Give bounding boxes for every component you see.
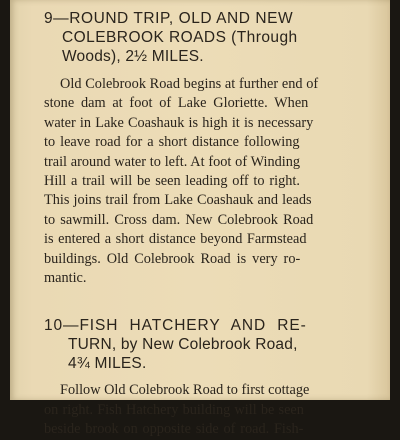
body-line: stone dam at foot of Lake Gloriette. When [44,95,309,112]
body-line: on right. Fish Hatchery building will be seen [44,401,304,418]
body-line: mantic. [44,270,87,287]
heading-line: COLEBROOK ROADS (Through [62,29,298,46]
section-9-heading [44,9,360,66]
body-line: to leave road for a short distance following [44,134,300,151]
heading-line: 10—FISH HATCHERY AND RE- [44,317,307,335]
body-line: is entered a short distance beyond Farmstead [44,231,307,248]
heading-line: 4¾ MILES. [68,355,147,373]
booklet-page [10,0,390,438]
page-content [44,9,360,440]
body-line: This joins trail from Lake Coashauk and leads [44,192,312,209]
body-line: Old Colebrook Road begins at further end of [60,76,319,92]
body-line: to sawmill. Cross dam. New Colebrook Road [44,211,314,228]
heading-line: Woods), 2½ MILES. [62,48,204,65]
body-line: water in Lake Coashauk is high it is necessary [44,114,314,131]
body-line: Follow Old Colebrook Road to first cottage [60,382,310,399]
section-10-heading [44,316,360,373]
body-line: beside brook on opposite side of road. Fish- [44,421,304,438]
body-line: trail around water to left. At foot of Winding [44,153,301,170]
section-9-body [44,75,360,288]
heading-line: TURN, by New Colebrook Road, [68,336,298,354]
body-line: Hill a trail will be seen leading off to right. [44,173,300,190]
heading-line: 9—ROUND TRIP, OLD AND NEW [44,10,294,27]
section-10-body [44,381,360,439]
body-line: buildings. Old Colebrook Road is very ro- [44,250,301,267]
